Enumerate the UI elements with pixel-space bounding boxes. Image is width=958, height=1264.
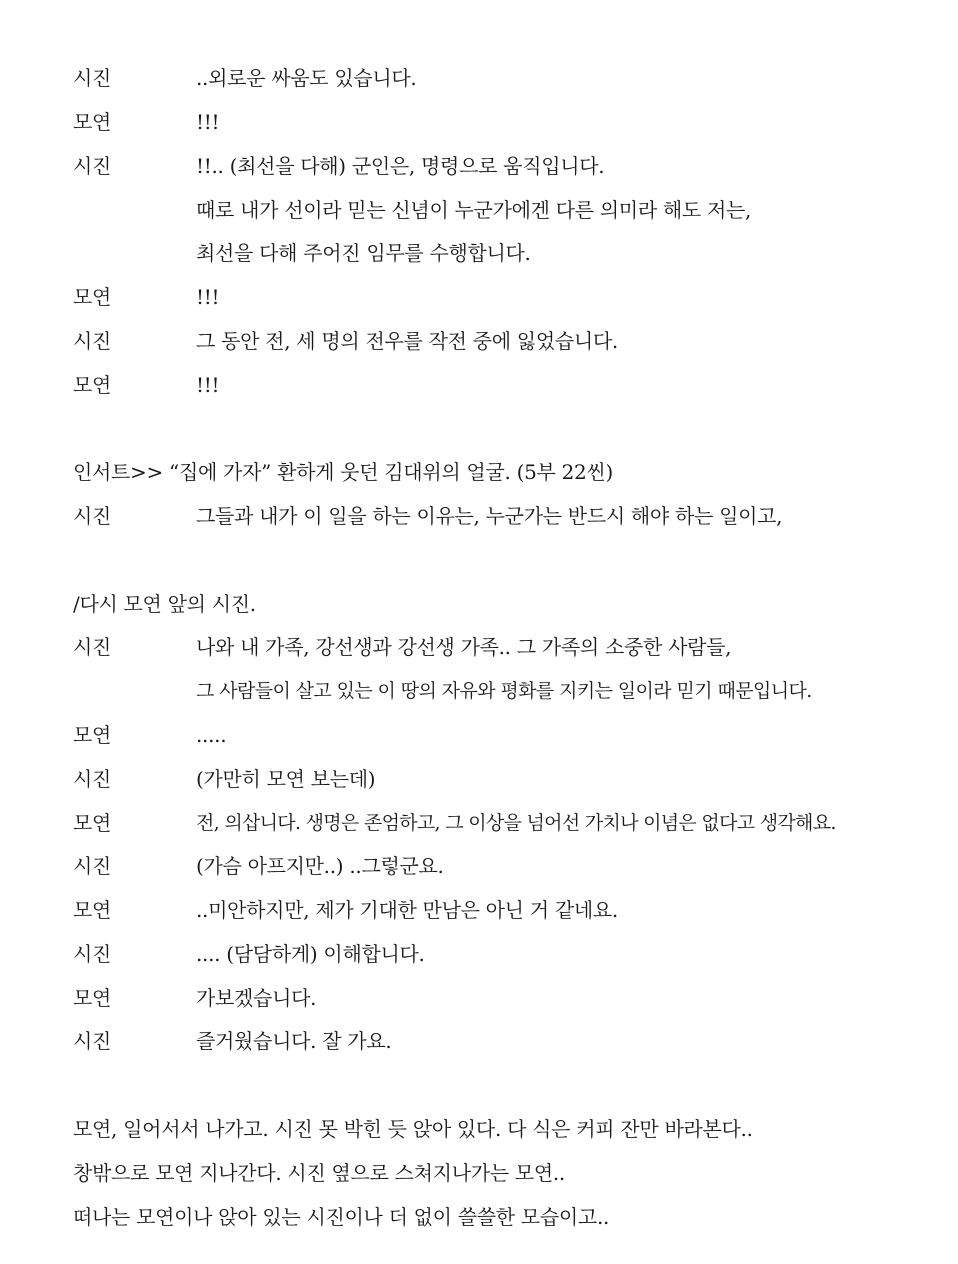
dialogue-line (73, 501, 958, 531)
dialogue-text: !!! (196, 110, 220, 134)
stage-direction (73, 457, 958, 487)
dialogue-line (73, 808, 958, 838)
dialogue-continuation (73, 238, 958, 268)
dialogue-text: (가슴 아프지만..) ..그렇군요. (196, 854, 444, 878)
dialogue-text: 때로 내가 선이라 믿는 신념이 누군가에겐 다른 의미라 해도 저는, (196, 198, 752, 222)
direction-text: 창밖으로 모연 지나간다. 시진 옆으로 스쳐지나가는 모연.. (73, 1161, 565, 1185)
dialogue-text: 그 사람들이 살고 있는 이 땅의 자유와 평화를 지키는 일이라 믿기 때문입니다. (196, 680, 812, 702)
dialogue-text: 가보겠습니다. (196, 986, 317, 1010)
dialogue-line (73, 107, 958, 137)
stage-direction (73, 1114, 958, 1144)
speaker-name: 시진 (73, 942, 112, 966)
direction-text: /다시 모연 앞의 시진. (73, 592, 256, 616)
speaker-name: 시진 (73, 767, 112, 791)
speaker-name: 모연 (73, 723, 112, 747)
dialogue-continuation (73, 195, 958, 225)
speaker-name: 시진 (73, 635, 112, 659)
dialogue-text: 최선을 다해 주어진 임무를 수행합니다. (196, 241, 531, 265)
dialogue-line (73, 282, 958, 312)
dialogue-line (73, 370, 958, 400)
speaker-name: 시진 (73, 329, 112, 353)
speaker-name: 시진 (73, 66, 112, 90)
dialogue-text: ..... (196, 723, 227, 747)
dialogue-text: 나와 내 가족, 강선생과 강선생 가족.. 그 가족의 소중한 사람들, (196, 635, 732, 659)
dialogue-text: 전, 의삽니다. 생명은 존엄하고, 그 이상을 넘어선 가치나 이념은 없다고 생각해요. (196, 812, 836, 834)
stage-direction (73, 589, 958, 619)
speaker-name: 모연 (73, 898, 112, 922)
dialogue-text: .... (담담하게) 이해합니다. (196, 942, 425, 966)
dialogue-text: (가만히 모연 보는데) (196, 767, 376, 791)
dialogue-line (73, 720, 958, 750)
dialogue-line (73, 983, 958, 1013)
dialogue-line (73, 151, 958, 181)
dialogue-line (73, 326, 958, 356)
dialogue-text: 그 동안 전, 세 명의 전우를 작전 중에 잃었습니다. (196, 329, 618, 353)
speaker-name: 모연 (73, 373, 112, 397)
stage-direction (73, 1158, 958, 1188)
speaker-name: 모연 (73, 110, 112, 134)
speaker-name: 시진 (73, 1029, 112, 1053)
direction-text: 떠나는 모연이나 앉아 있는 시진이나 더 없이 쓸쓸한 모습이고.. (73, 1205, 610, 1229)
speaker-name: 모연 (73, 811, 112, 835)
speaker-name: 모연 (73, 986, 112, 1010)
dialogue-line (73, 764, 958, 794)
dialogue-text: ..미안하지만, 제가 기대한 만남은 아닌 거 같네요. (196, 898, 618, 922)
dialogue-text: ..외로운 싸움도 있습니다. (196, 66, 417, 90)
speaker-name: 시진 (73, 154, 112, 178)
dialogue-line (73, 1026, 958, 1056)
dialogue-text: 그들과 내가 이 일을 하는 이유는, 누군가는 반드시 해야 하는 일이고, (196, 504, 783, 528)
dialogue-text: !!.. (최선을 다해) 군인은, 명령으로 움직입니다. (196, 154, 605, 178)
dialogue-line (73, 939, 958, 969)
direction-text: 모연, 일어서서 나가고. 시진 못 박힌 듯 앉아 있다. 다 식은 커피 잔만 바라본다.. (73, 1117, 753, 1141)
dialogue-line (73, 63, 958, 93)
speaker-name: 시진 (73, 504, 112, 528)
direction-text: 인서트>> “집에 가자” 환하게 웃던 김대위의 얼굴. (5부 22씬) (73, 460, 613, 484)
dialogue-text: !!! (196, 373, 220, 397)
dialogue-line (73, 851, 958, 881)
dialogue-continuation (73, 676, 958, 706)
dialogue-text: !!! (196, 285, 220, 309)
dialogue-line (73, 632, 958, 662)
dialogue-text: 즐거웠습니다. 잘 가요. (196, 1029, 392, 1053)
speaker-name: 시진 (73, 854, 112, 878)
stage-direction (73, 1202, 958, 1232)
dialogue-line (73, 895, 958, 925)
speaker-name: 모연 (73, 285, 112, 309)
